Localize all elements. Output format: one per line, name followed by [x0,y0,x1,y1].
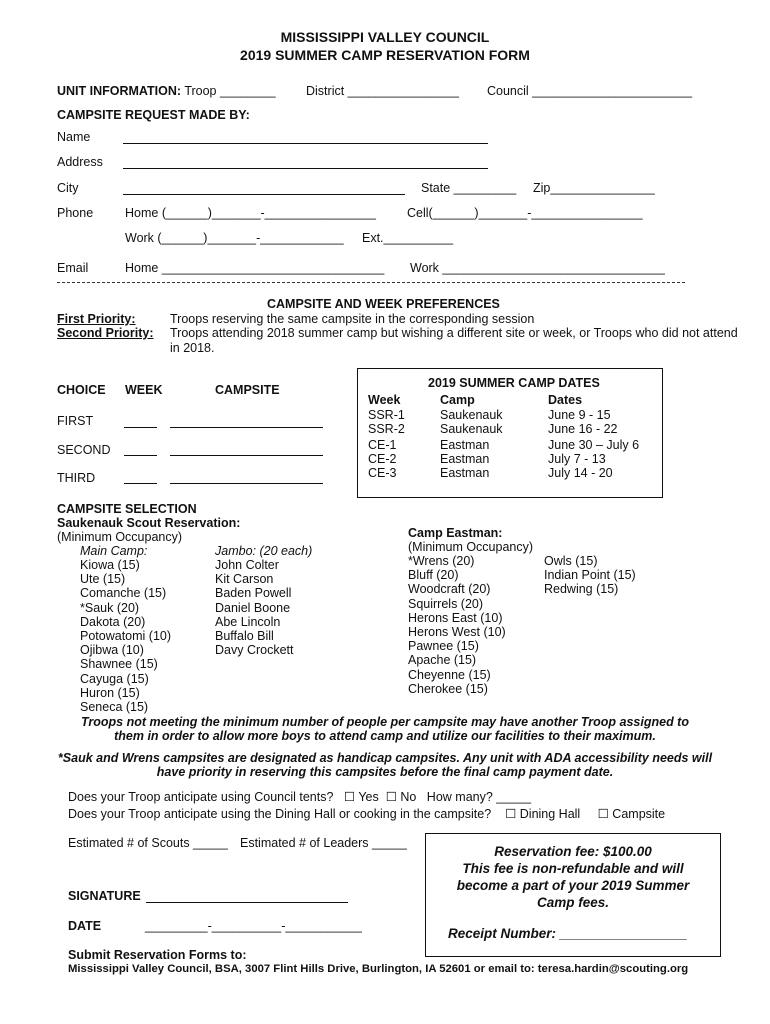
campsite-item: Woodcraft (20) [408,582,491,597]
work-phone-field[interactable]: Work (______)_______-____________ [125,231,344,245]
campsite-item: Comanche (15) [80,586,167,601]
campsite-item: Redwing (15) [544,582,619,597]
dates-row-dates: July 7 - 13 [548,452,606,466]
jambo-label: Jambo: (20 each) [215,544,313,558]
unit-info-row [57,84,276,98]
council-field[interactable]: Council _______________________ [487,84,693,98]
dates-row-week: CE-1 [368,438,397,452]
dates-dates-header: Dates [548,393,583,407]
campsite-item: Squirrels (20) [408,596,484,611]
dates-row-week: CE-3 [368,466,397,480]
address-field[interactable] [123,168,488,169]
unit-info-label: UNIT INFORMATION: [57,84,182,98]
yes-checkbox[interactable]: ☐ [343,790,356,804]
first-campsite-field[interactable] [170,427,323,428]
campsite-item: Cheyenne (15) [408,667,491,682]
ext-field[interactable]: Ext.__________ [362,231,454,245]
home-email-field[interactable]: Home ________________________________ [125,261,385,275]
campsite-item: *Wrens (20) [408,554,475,568]
jambo-list [215,558,294,657]
choice-header: CHOICE [57,383,106,397]
campsite-item: Davy Crockett [215,643,294,658]
ssr-min-occupancy: (Minimum Occupancy) [57,530,183,544]
choice-second-label: SECOND [57,443,111,457]
submit-address: Mississippi Valley Council, BSA, 3007 Flint Hills Drive, Burlington, IA 52601 or email to: teresa.hardin@scouting.org [68,963,689,975]
cell-phone-field[interactable]: Cell(______)_______-________________ [407,206,643,220]
campsite-label: Campsite [612,807,666,821]
campsite-item: Kit Carson [215,572,274,587]
city-field[interactable] [123,194,405,195]
tents-question-row [68,789,531,804]
second-campsite-field[interactable] [170,455,323,456]
second-priority-text: Troops attending 2018 summer camp but wishing a different site or week, or Troops who did not attend [170,326,738,340]
address-label: Address [57,155,103,169]
troop-field[interactable]: Troop ________ [184,84,276,98]
dates-box-heading: 2019 SUMMER CAMP DATES [428,376,600,390]
ssr-heading: Saukenauk Scout Reservation: [57,516,241,530]
campsite-item: Potowatomi (10) [80,628,172,643]
second-priority-text-cont: in 2018. [170,341,215,355]
no-label: No [400,790,417,804]
campsite-item: Indian Point (15) [544,568,636,583]
dates-row-camp: Eastman [440,438,490,452]
state-field[interactable]: State _________ [421,181,517,195]
choice-third-label: THIRD [57,471,96,485]
campsite-item: Ute (15) [80,572,126,587]
district-field[interactable]: District ________________ [306,84,459,98]
dates-row-week: SSR-2 [368,422,405,436]
work-email-field[interactable]: Work ________________________________ [410,261,665,275]
campsite-item: Seneca (15) [80,699,149,714]
ce-list-2 [544,554,636,597]
date-label: DATE [68,919,102,933]
receipt-number-field[interactable]: Receipt Number: _________________ [448,926,688,941]
no-checkbox[interactable]: ☐ [385,790,397,804]
campsite-item: Daniel Boone [215,600,291,615]
form-subtitle: 2019 SUMMER CAMP RESERVATION FORM [240,47,530,63]
campsite-item: Kiowa (15) [80,558,140,572]
second-week-field[interactable] [124,455,157,456]
dates-row-dates: July 14 - 20 [548,466,613,480]
est-scouts-field[interactable]: Estimated # of Scouts _____ [68,836,228,850]
dates-row-dates: June 9 - 15 [548,408,611,422]
first-priority-label: First Priority: [57,312,136,326]
ada-note-cont: have priority in reserving this campsites before the final camp payment date. [156,765,614,779]
dates-camp-header: Camp [440,393,475,407]
week-header: WEEK [125,383,163,397]
min-occupancy-note: Troops not meeting the minimum number of people per campsite may have another Troop assigned to [81,715,689,729]
campsite-item: John Colter [215,558,279,572]
home-phone-field[interactable]: Home (______)_______-________________ [125,206,376,220]
campsite-item: Cayuga (15) [80,671,149,686]
campsite-item: Huron (15) [80,685,140,700]
campsite-item: Abe Lincoln [215,614,281,629]
campsite-item: Apache (15) [408,653,477,668]
first-week-field[interactable] [124,427,157,428]
city-label: City [57,181,79,195]
signature-field[interactable] [146,902,348,903]
summer-camp-dates-box [357,368,663,498]
fee-line-3: become a part of your 2019 Summer [456,878,690,893]
campsite-selection-heading: CAMPSITE SELECTION [57,502,197,516]
dates-row-week: CE-2 [368,452,397,466]
preferences-heading: CAMPSITE AND WEEK PREFERENCES [267,297,500,311]
dining-hall-checkbox[interactable]: ☐ [505,807,517,821]
name-field[interactable] [123,143,488,144]
dates-row-camp: Saukenauk [440,422,503,436]
campsite-item: Shawnee (15) [80,657,158,672]
est-leaders-field[interactable]: Estimated # of Leaders _____ [240,836,407,850]
email-label: Email [57,261,89,275]
campsite-item: Dakota (20) [80,614,146,629]
dates-row-camp: Saukenauk [440,408,503,422]
campsite-item: Pawnee (15) [408,639,479,654]
name-label: Name [57,130,91,144]
campsite-item: Herons West (10) [408,624,506,639]
second-priority-label: Second Priority: [57,326,154,340]
tents-question: Does your Troop anticipate using Council tents? [68,790,334,804]
first-priority-text: Troops reserving the same campsite in the corresponding session [170,312,535,326]
fee-line-2: This fee is non-refundable and will [462,861,684,876]
main-camp-label: Main Camp: [80,544,148,558]
dining-hall-label: Dining Hall [519,807,581,821]
campsite-item: *Sauk (20) [80,600,140,615]
dates-row-dates: June 16 - 22 [548,422,618,436]
dates-row-week: SSR-1 [368,408,405,422]
campsite-checkbox[interactable]: ☐ [597,807,609,821]
zip-field[interactable]: Zip_______________ [533,181,655,195]
ce-min-occupancy: (Minimum Occupancy) [408,540,534,554]
ce-list-1 [408,554,506,696]
third-week-field[interactable] [124,483,157,484]
campsite-item: Herons East (10) [408,610,503,625]
yes-label: Yes [358,790,379,804]
campsite-item: Bluff (20) [408,568,459,583]
dates-row-dates: June 30 – July 6 [548,438,640,452]
min-occupancy-note-cont: them in order to allow more boys to attend camp and utilize our facilities to their maximum. [114,729,656,743]
dining-question-row [68,806,665,821]
date-field[interactable]: _________-__________-___________ [145,919,362,933]
how-many-field[interactable]: How many? _____ [426,790,532,804]
dates-week-header: Week [368,393,401,407]
fee-line-4: Camp fees. [536,895,610,910]
campsite-header: CAMPSITE [215,383,280,397]
dates-row-camp: Eastman [440,452,490,466]
third-campsite-field[interactable] [170,483,323,484]
camp-eastman-heading: Camp Eastman: [408,526,503,540]
campsite-item: Baden Powell [215,586,292,601]
fee-line-1: Reservation fee: $100.00 [494,844,652,859]
dates-row-camp: Eastman [440,466,490,480]
dining-question: Does your Troop anticipate using the Dining Hall or cooking in the campsite? [68,807,492,821]
submit-heading: Submit Reservation Forms to: [68,948,247,962]
choice-first-label: FIRST [57,414,94,428]
campsite-item: Buffalo Bill [215,628,274,643]
campsite-item: Ojibwa (10) [80,643,144,658]
signature-label: SIGNATURE [68,889,141,903]
phone-label: Phone [57,206,94,220]
reservation-fee-box [425,833,721,957]
section-divider [57,282,685,283]
form-title: MISSISSIPPI VALLEY COUNCIL [280,29,490,45]
campsite-item: Owls (15) [544,554,598,568]
ada-note: *Sauk and Wrens campsites are designated as handicap campsites. Any unit with ADA accessibility needs will [57,751,713,765]
request-made-by-label: CAMPSITE REQUEST MADE BY: [57,108,250,122]
campsite-item: Cherokee (15) [408,681,488,696]
main-camp-list [80,558,171,714]
